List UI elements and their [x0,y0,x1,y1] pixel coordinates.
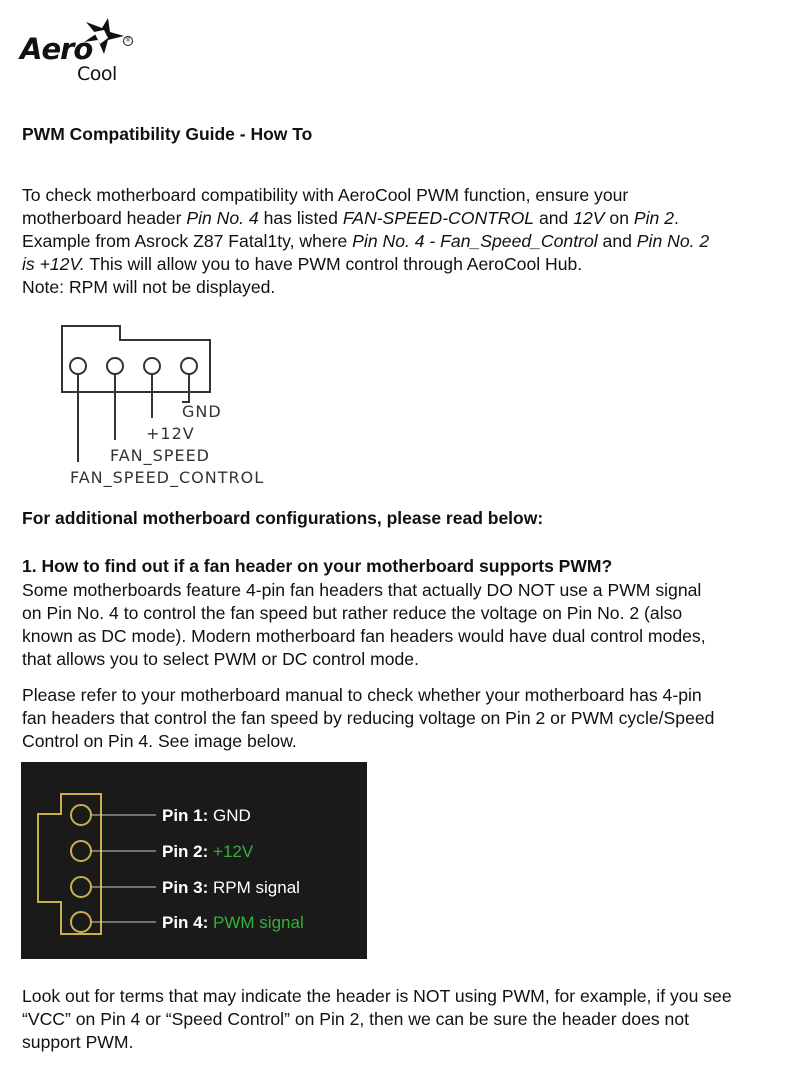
pin-layout-diagram [21,762,367,959]
intro-line: Example from Asrock Z87 Fatal1ty, where Pin No. 4 - Fan_Speed_Control and Pin No. 2 [22,231,710,251]
intro-note: Note: RPM will not be displayed. [22,277,276,297]
asrock-header-diagram [60,322,350,497]
diagram-label-12v: +12V [146,424,195,443]
additional-configs-heading: For additional motherboard configurations, please read below: [22,508,544,528]
pin-circle [71,841,91,861]
intro-line: To check motherboard compatibility with AeroCool PWM function, ensure your [22,185,629,205]
pin-2-row: Pin 2: +12V [162,842,254,861]
diagram-label-fan-speed: FAN_SPEED [110,446,210,465]
logo-brand-top: Aero [20,32,93,66]
diagram-label-fan-speed-control: FAN_SPEED_CONTROL [70,468,265,487]
logo-registered-mark: ® [123,36,133,46]
paragraph-line: that allows you to select PWM or DC control mode. [22,649,419,669]
closing-paragraph [22,985,792,1054]
page-title: PWM Compatibility Guide - How To [22,124,313,144]
paragraph-line: Please refer to your motherboard manual to check whether your motherboard has 4-pin [22,685,702,705]
intro-line: motherboard header Pin No. 4 has listed FAN-SPEED-CONTROL and 12V on Pin 2. [22,208,679,228]
paragraph-line: Look out for terms that may indicate the header is NOT using PWM, for example, if you see [22,986,732,1006]
pin-circle [70,358,86,374]
intro-paragraph [22,184,792,299]
aerocool-logo [20,18,135,90]
paragraph-line: known as DC mode). Modern motherboard fan headers would have dual control modes, [22,626,706,646]
paragraph-line: Control on Pin 4. See image below. [22,731,297,751]
paragraph-line: on Pin No. 4 to control the fan speed but rather reduce the voltage on Pin No. 2 (also [22,603,683,623]
q1-paragraph-1 [22,579,792,671]
logo-brand-bottom: Cool [77,63,117,85]
pin-circle [107,358,123,374]
diagram-label-gnd: GND [182,402,222,421]
pin-circle [71,877,91,897]
paragraph-line: Some motherboards feature 4-pin fan headers that actually DO NOT use a PWM signal [22,580,702,600]
pin-circle [144,358,160,374]
pin-lead [182,374,189,402]
pin-circle [181,358,197,374]
intro-line: is +12V. This will allow you to have PWM control through AeroCool Hub. [22,254,583,274]
paragraph-line: “VCC” on Pin 4 or “Speed Control” on Pin 2, then we can be sure the header does not [22,1009,689,1029]
pin-layout-image [21,762,367,959]
pin-1-row: Pin 1: GND [162,806,251,825]
pin-circle [71,805,91,825]
pin-3-row: Pin 3: RPM signal [162,878,300,897]
paragraph-line: support PWM. [22,1032,134,1052]
q1-paragraph-2 [22,684,792,753]
pin-4-row: Pin 4: PWM signal [162,913,304,932]
q1-heading: 1. How to find out if a fan header on your motherboard supports PWM? [22,556,613,576]
paragraph-line: fan headers that control the fan speed by reducing voltage on Pin 2 or PWM cycle/Speed [22,708,715,728]
pin-circle [71,912,91,932]
